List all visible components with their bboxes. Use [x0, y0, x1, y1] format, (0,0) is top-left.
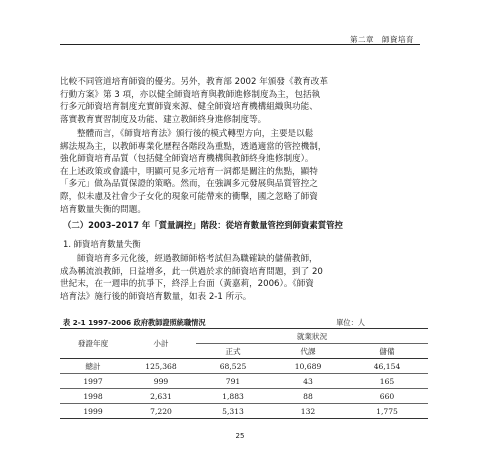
paragraph-1 [60, 76, 424, 126]
text-line: 行多元師資培育制度充實師資來源、健全師資培育機構組織與功能、 [60, 102, 318, 113]
table-unit: 單位：人 [336, 318, 365, 327]
table-cell: 132 [270, 404, 346, 419]
table-row [60, 374, 428, 389]
table-title: 表 2-1 1997-2006 政府教師證照統職情況 [63, 318, 206, 327]
table-cell: 5,313 [196, 404, 270, 419]
table-row [60, 359, 428, 374]
table-cell: 10,689 [270, 359, 346, 374]
section-heading: （二）2003–2017 年「質量調控」階段：從培育數量管控到師資素質管控 [63, 220, 343, 230]
table-cell: 2,631 [126, 389, 196, 404]
text-line: 際，似未慮及社會少子女化的現象可能帶來的衝擊，國之忽略了師資 [60, 191, 318, 202]
table-cell: 7,220 [126, 404, 196, 419]
text-line: 落實教育實習制度及功能、建立教師終身進修制度等。 [60, 114, 267, 125]
table-cell: 1,883 [196, 389, 270, 404]
text-line: 強化師資培育品質（包括健全師資培育機構與教師終身進修制度）。 [60, 154, 314, 165]
header-substitute: 代課 [270, 344, 346, 359]
table-cell: 125,368 [126, 359, 196, 374]
text-line: 「多元」做為品質保證的策略。然而，在強調多元發展與品質管控之 [60, 179, 318, 190]
table-cell: 1,775 [346, 404, 428, 419]
header-reserve: 儲備 [346, 344, 428, 359]
text-line: 行動方案》第 3 項，亦以健全師資培育與教師進修制度為主，包括執 [60, 89, 321, 100]
table-row [60, 389, 428, 404]
table-cell: 43 [270, 374, 346, 389]
table-cell: 46,154 [346, 359, 428, 374]
table-caption [63, 318, 431, 328]
table-cell: 總計 [60, 359, 126, 374]
text-line: 成為稱流浪教師，日益增多，此一供過於求的師資培育問題，到了 20 [60, 266, 323, 277]
table-cell: 660 [346, 389, 428, 404]
statistics-table [60, 328, 428, 419]
table-cell: 165 [346, 374, 428, 389]
text-line: 培育法》施行後的師資培育數量，如表 2-1 所示。 [60, 291, 252, 302]
table-cell: 1999 [60, 404, 126, 419]
table-cell: 999 [126, 374, 196, 389]
table-row [60, 404, 428, 419]
header-employment: 就業狀況 [196, 329, 428, 344]
subsection-heading: 1. 師資培育數量失衡 [63, 239, 141, 249]
table-cell: 88 [270, 389, 346, 404]
text-line: 綁法規為主，以教師專業化歷程各階段為重點，透過適當的管控機制， [60, 141, 327, 152]
header-rule [60, 44, 420, 45]
table-cell: 1997 [60, 374, 126, 389]
table-cell: 68,525 [196, 359, 270, 374]
text-line: 世紀末，在一週串的抗爭下，終浮上台面（黃嘉莉，2006）。《師資 [60, 279, 314, 290]
running-header: 第二章 師資培育 [350, 35, 414, 44]
text-line: 師資培育多元化後，經過教師師格考試但為職確缺的儲備教師， [77, 254, 318, 264]
header-subtotal: 小計 [153, 339, 169, 348]
text-line: 整體而言，《師資培育法》頒行後的模式轉型方向，主要是以鬆 [77, 129, 314, 139]
paragraph-2 [60, 128, 424, 216]
paragraph-3 [60, 253, 424, 303]
table-cell: 791 [196, 374, 270, 389]
text-line: 培育數量失衡的問題。 [60, 204, 146, 215]
table-header-row [60, 329, 428, 344]
table-cell: 1998 [60, 389, 126, 404]
header-regular: 正式 [196, 344, 270, 359]
text-line: 在上述政策或會議中，明顯可見多元培育一詞都是關注的焦點，顯特 [60, 166, 318, 177]
header-year: 發證年度 [77, 339, 109, 348]
text-line: 比較不同管道培育師資的優劣。另外，教育部 2002 年頒發《教育改革 [60, 77, 328, 87]
page-number: 25 [235, 432, 245, 440]
